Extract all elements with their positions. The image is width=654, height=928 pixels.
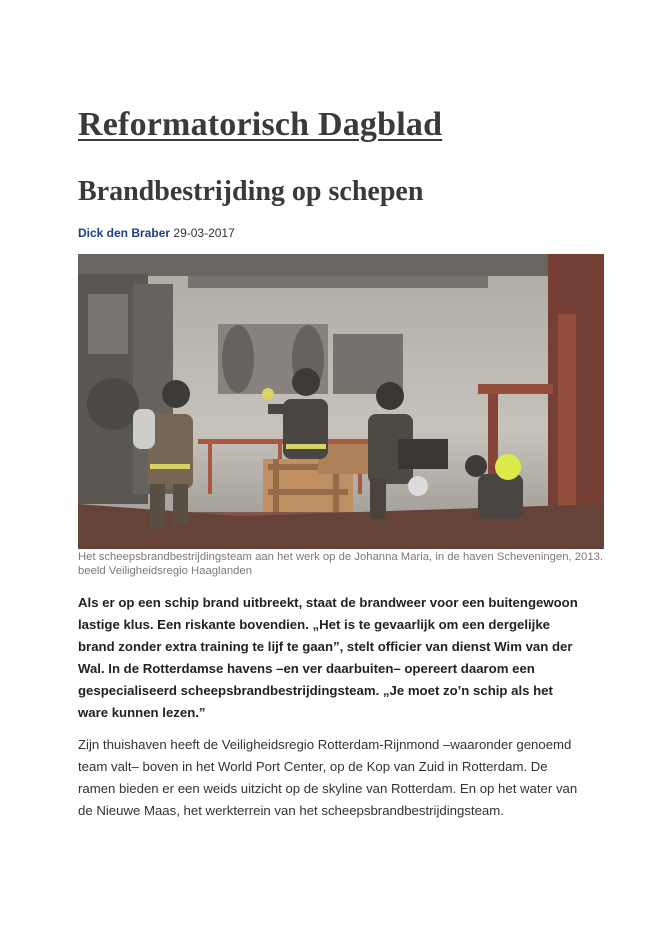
publication-title: Reformatorisch Dagblad <box>78 106 443 143</box>
article-paragraph: Zijn thuishaven heeft de Veiligheidsregio Rotterdam-Rijnmond –waaronder genoemd team valt– boven in het World Port Center, op de Kop van Zuid in Rotterdam. De ramen bieden er een weids uitzicht op de skyline van Rotterdam. En op het water van de Nieuwe Maas, het werkterrein van het scheepsbrandbestrijdingsteam. <box>78 737 578 818</box>
byline <box>78 226 235 240</box>
author-name[interactable]: Dick den Braber <box>78 226 171 240</box>
article-title: Brandbestrijding op schepen <box>78 176 424 207</box>
article-date: 29-03-2017 <box>173 226 235 240</box>
article-photo <box>78 254 604 549</box>
article-lead: Als er op een schip brand uitbreekt, staat de brandweer voor een buitengewoon lastige klus. Een riskante bovendien. „Het is te gevaarlijk om een dergelijke brand zonder extra training te lijf te gaan”, stelt officier van dienst Wim van der Wal. In de Rotterdamse havens –en ver daarbuiten– opereert daarom een gespecialiseerd scheepsbrandbestrijdingsteam. „Je moet zo’n schip als het ware kunnen lezen.” <box>78 595 578 720</box>
firefighters-photo-illustration <box>78 254 604 549</box>
photo-caption: Het scheepsbrandbestrijdingsteam aan het werk op de Johanna Maria, in de haven Scheveningen, 2013. beeld Veiligheidsregio Haaglanden <box>78 551 604 577</box>
